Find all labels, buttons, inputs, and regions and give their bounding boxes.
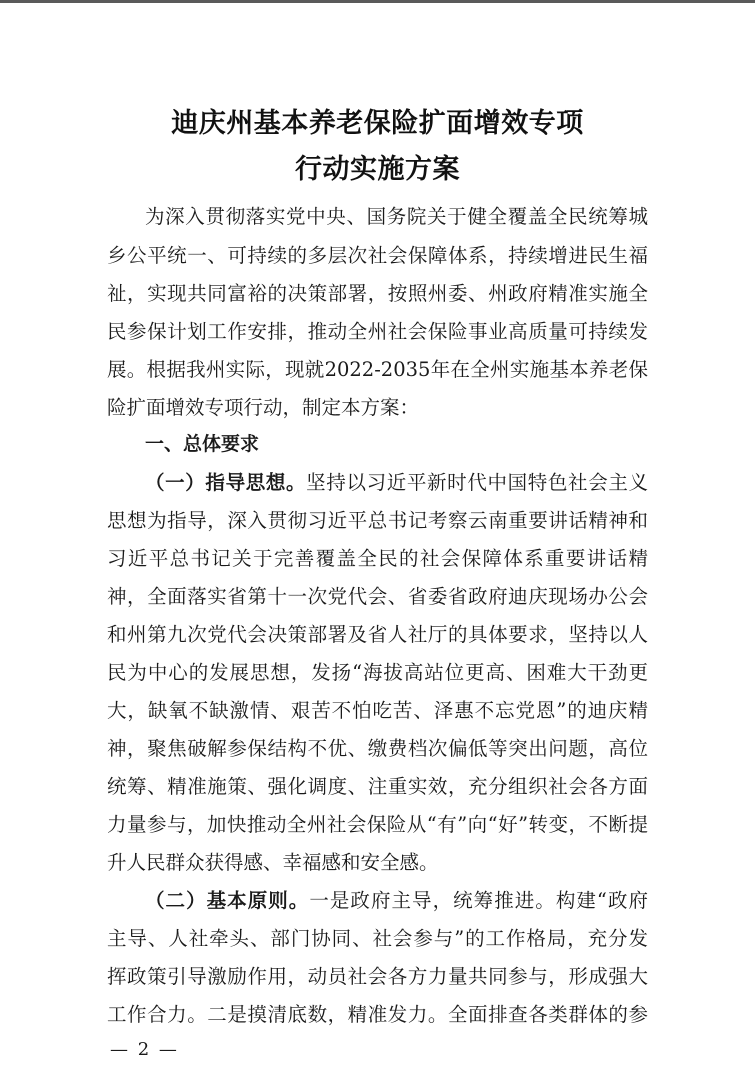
paragraph-1-text: 坚持以习近平新时代中国特色社会主义: [306, 471, 648, 494]
paragraph-2-lead: （二）基本原则。: [145, 889, 310, 912]
paragraph-2-line: 工作合力。二是摸清底数，精准发力。全面排查各类群体的参: [107, 1003, 648, 1026]
intro-line: 祉，实现共同富裕的决策部署，按照州委、州政府精准实施全: [107, 282, 648, 305]
paragraph-1-line: 神，聚焦破解参保结构不优、缴费档次偏低等突出问题，高位: [107, 737, 648, 760]
paragraph-1-line: 统筹、精准施策、强化调度、注重实效，充分组织社会各方面: [107, 775, 648, 798]
paragraph-1-lead: （一）指导思想。: [145, 471, 307, 494]
paragraph-2-line: 主导、人社牵头、部门协同、社会参与”的工作格局，充分发: [107, 927, 648, 950]
paragraph-1-line: 大，缺氧不缺激情、艰苦不怕吃苦、泽惠不忘党恩”的迪庆精: [107, 699, 648, 722]
paragraph-1-line: 力量参与，加快推动全州社会保险从“有”向“好”转变，不断提: [107, 813, 648, 836]
intro-line: 险扩面增效专项行动，制定本方案：: [107, 396, 420, 419]
paragraph-1-line: 神，全面落实省第十一次党代会、省委省政府迪庆现场办公会: [107, 585, 648, 608]
intro-line: 为深入贯彻落实党中央、国务院关于健全覆盖全民统筹城: [145, 205, 648, 228]
top-edge-rule: [0, 0, 755, 3]
paragraph-1-line: 民为中心的发展思想，发扬“海拔高站位更高、困难大干劲更: [107, 661, 648, 684]
document-title-line-1: 迪庆州基本养老保险扩面增效专项: [171, 108, 584, 139]
intro-line: 乡公平统一、可持续的多层次社会保障体系，持续增进民生福: [107, 244, 648, 267]
intro-line: 展。根据我州实际，现就2022-2035年在全州实施基本养老保: [107, 358, 648, 381]
paragraph-1-line: 思想为指导，深入贯彻习近平总书记考察云南重要讲话精神和: [107, 509, 648, 532]
page-number: — 2 —: [110, 1039, 179, 1060]
document-title-line-2: 行动实施方案: [295, 154, 460, 185]
paragraph-2-line: 挥政策引导激励作用，动员社会各方力量共同参与，形成强大: [107, 965, 648, 988]
paragraph-2-text: 一是政府主导，统筹推进。构建“政府: [309, 889, 648, 912]
intro-line: 民参保计划工作安排，推动全州社会保险事业高质量可持续发: [107, 320, 648, 343]
paragraph-1-line: 和州第九次党代会决策部署及省人社厅的具体要求，坚持以人: [107, 623, 648, 646]
paragraph-1-first-line: [145, 467, 648, 499]
paragraph-1-line: 习近平总书记关于完善覆盖全民的社会保障体系重要讲话精: [107, 547, 648, 570]
section-heading: 一、总体要求: [145, 433, 260, 455]
paragraph-2-first-line: [145, 885, 648, 917]
paragraph-1-line: 升人民群众获得感、幸福感和安全感。: [107, 851, 439, 874]
